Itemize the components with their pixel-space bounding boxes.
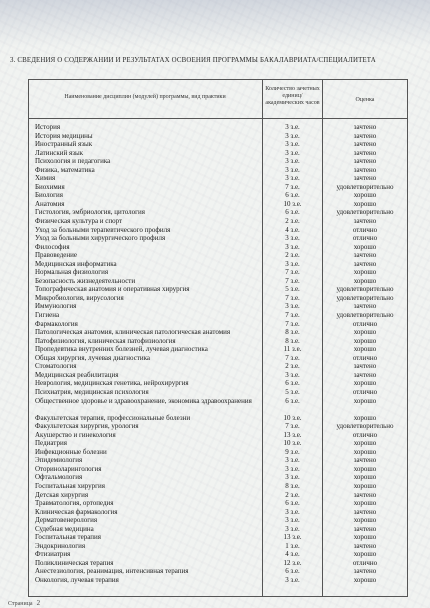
grade: зачтено: [353, 456, 377, 465]
grade: зачтено: [353, 140, 377, 149]
discipline-name: Медицинская информатика: [35, 259, 117, 268]
discipline-name: Химия: [35, 174, 56, 183]
discipline-name: Судебная медицина: [35, 524, 94, 533]
table-row: [0, 576, 430, 585]
section-title: 3. СВЕДЕНИЯ О СОДЕРЖАНИИ И РЕЗУЛЬТАТАХ ОСВОЕНИЯ ПРОГРАММЫ БАКАЛАВРИАТА/СПЕЦИАЛИТЕТА: [10, 57, 376, 64]
grade: хорошо: [353, 575, 377, 584]
discipline-name: Физическая культура и спорт: [35, 217, 123, 226]
discipline-name: Офтальмология: [35, 473, 83, 482]
credit-units: 6 з.е.: [285, 499, 300, 508]
table-row: [0, 371, 430, 380]
grade: хорошо: [353, 464, 377, 473]
grade: отлично: [352, 353, 378, 362]
credit-units: 2 з.е.: [285, 251, 300, 260]
table-row: [0, 567, 430, 576]
discipline-name: Акушерство и гинекология: [35, 430, 116, 439]
grade: хорошо: [353, 345, 377, 354]
decorative-header-band: [0, 0, 430, 48]
table-row: [0, 388, 430, 397]
discipline-name: Биохимия: [35, 182, 65, 191]
credit-units: 10 з.е.: [283, 413, 302, 422]
grade: хорошо: [353, 199, 377, 208]
credit-units: 13 з.е.: [283, 430, 302, 439]
credit-units: 4 з.е.: [285, 550, 300, 559]
discipline-name: Философия: [35, 242, 70, 251]
table-row: [0, 260, 430, 269]
grade: хорошо: [353, 336, 377, 345]
discipline-name: Фтизиатрия: [35, 550, 71, 559]
discipline-name: Патологическая анатомия, клиническая патологическая анатомия: [35, 328, 231, 337]
credit-units: 6 з.е.: [285, 208, 300, 217]
credit-units: 12 з.е.: [283, 558, 302, 567]
discipline-name: Поликлиническая терапия: [35, 558, 114, 567]
discipline-name: Общая хирургия, лучевая диагностика: [35, 353, 151, 362]
discipline-name: Иммунология: [35, 302, 77, 311]
credit-units: 3 з.е.: [285, 131, 300, 140]
grade: удовлетворительно: [336, 285, 394, 294]
table-row: [0, 516, 430, 525]
grade: зачтено: [353, 123, 377, 131]
grade: хорошо: [353, 533, 377, 542]
discipline-name: Инфекционные болезни: [35, 447, 107, 456]
grade: хорошо: [353, 550, 377, 559]
credit-units: 8 з.е.: [285, 481, 300, 490]
table-row: [0, 422, 430, 431]
discipline-name: Физика, математика: [35, 165, 95, 174]
header-discipline-name: Наименование дисциплин (модулей) программы, вид практики: [64, 94, 226, 100]
credit-units: 3 з.е.: [285, 174, 300, 183]
grade: зачтено: [353, 259, 377, 268]
grade: хорошо: [353, 499, 377, 508]
discipline-name: Общественное здоровье и здравоохранение, экономика здравоохранения: [35, 396, 252, 405]
table-row: [0, 243, 430, 252]
table-row: [0, 491, 430, 500]
table-row: [0, 337, 430, 346]
discipline-name: Биология: [35, 191, 64, 200]
table-row: [0, 328, 430, 337]
table-row: [0, 208, 430, 217]
table-row: [0, 542, 430, 551]
discipline-name: Топографическая анатомия и оперативная хирургия: [35, 285, 190, 294]
grade: отлично: [352, 387, 378, 396]
grade: зачтено: [353, 165, 377, 174]
grade: удовлетворительно: [336, 208, 394, 217]
credit-units: 3 з.е.: [285, 157, 300, 166]
credit-units: 8 з.е.: [285, 328, 300, 337]
discipline-name: Детская хирургия: [35, 490, 89, 499]
credit-units: 8 з.е.: [285, 336, 300, 345]
table-row: [0, 311, 430, 320]
page-footer: [8, 599, 40, 607]
credit-units: 6 з.е.: [285, 567, 300, 576]
grade: зачтено: [353, 524, 377, 533]
table-row: [0, 294, 430, 303]
table-row: [0, 320, 430, 329]
discipline-name: Стоматология: [35, 362, 77, 371]
discipline-name: Психиатрия, медицинская психология: [35, 387, 149, 396]
table-row: [0, 379, 430, 388]
credit-units: 2 з.е.: [285, 362, 300, 371]
credit-units: 3 з.е.: [285, 148, 300, 157]
discipline-name: Уход за больными терапевтического профиля: [35, 225, 171, 234]
credit-units: 3 з.е.: [285, 473, 300, 482]
discipline-name: Оториноларингология: [35, 464, 102, 473]
table-row: [0, 431, 430, 440]
grade: зачтено: [353, 370, 377, 379]
credit-units: 6 з.е.: [285, 396, 300, 405]
table-row: [0, 132, 430, 141]
discipline-name: Патофизиология, клиническая патофизиология: [35, 336, 176, 345]
header-divider: [28, 118, 408, 119]
credit-units: 3 з.е.: [285, 516, 300, 525]
discipline-name: Латинский язык: [35, 148, 84, 157]
grade: зачтено: [353, 157, 377, 166]
table-row: [0, 268, 430, 277]
credit-units: 7 з.е.: [285, 268, 300, 277]
credit-units: 7 з.е.: [285, 319, 300, 328]
credit-units: 7 з.е.: [285, 276, 300, 285]
table-row: [0, 533, 430, 542]
table-row: [0, 157, 430, 166]
page-number: 2: [36, 599, 41, 607]
table-row: [0, 183, 430, 192]
table-row: [0, 550, 430, 559]
credit-units: 3 з.е.: [285, 507, 300, 516]
credit-units: 6 з.е.: [285, 191, 300, 200]
grade: хорошо: [353, 473, 377, 482]
discipline-name: Гигиена: [35, 311, 60, 320]
page-label: Страница: [8, 601, 33, 607]
grade: отлично: [352, 558, 378, 567]
table-row: [0, 354, 430, 363]
grade: хорошо: [353, 191, 377, 200]
table-row: [0, 302, 430, 311]
discipline-name: Клиническая фармакология: [35, 507, 118, 516]
grade: зачтено: [353, 490, 377, 499]
discipline-name: Онкология, лучевая терапия: [35, 575, 119, 584]
discipline-name: Гистология, эмбриология, цитология: [35, 208, 145, 217]
table-body: [0, 123, 430, 585]
discipline-name: Эпидемиология: [35, 456, 83, 465]
grade: хорошо: [353, 242, 377, 251]
credit-units: 1 з.е.: [285, 541, 300, 550]
table-row: [0, 414, 430, 423]
table-row: [0, 362, 430, 371]
credit-units: 3 з.е.: [285, 524, 300, 533]
discipline-name: Факультетская хирургия, урология: [35, 422, 139, 431]
table-row: [0, 174, 430, 183]
credit-units: 3 з.е.: [285, 242, 300, 251]
grade: зачтено: [353, 131, 377, 140]
table-row: [0, 456, 430, 465]
credit-units: 3 з.е.: [285, 464, 300, 473]
table-row: [0, 149, 430, 158]
table-row: [0, 439, 430, 448]
discipline-name: Правоведение: [35, 251, 77, 260]
credit-units: 10 з.е.: [283, 439, 302, 448]
credit-units: 7 з.е.: [285, 293, 300, 302]
credit-units: 3 з.е.: [285, 456, 300, 465]
table-row: [0, 397, 430, 414]
table-row: [0, 123, 430, 132]
grade: хорошо: [353, 481, 377, 490]
discipline-name: История: [35, 123, 61, 131]
credit-units: 5 з.е.: [285, 387, 300, 396]
discipline-name: Психология и педагогика: [35, 157, 111, 166]
discipline-name: Анестезиология, реанимация, интенсивная терапия: [35, 567, 189, 576]
grade: зачтено: [353, 148, 377, 157]
credit-units: 10 з.е.: [283, 199, 302, 208]
table-row: [0, 200, 430, 209]
credit-units: 3 з.е.: [285, 165, 300, 174]
table-row: [0, 448, 430, 457]
grade: отлично: [352, 319, 378, 328]
credit-units: 3 з.е.: [285, 123, 300, 131]
grade: хорошо: [353, 413, 377, 422]
discipline-name: Дерматовенерология: [35, 516, 98, 525]
credit-units: 7 з.е.: [285, 182, 300, 191]
credit-units: 11 з.е.: [283, 345, 302, 354]
grade: хорошо: [353, 516, 377, 525]
table-row: [0, 277, 430, 286]
table-row: [0, 217, 430, 226]
header-grade: Оценка: [355, 97, 375, 103]
grade: хорошо: [353, 276, 377, 285]
grade: удовлетворительно: [336, 293, 394, 302]
grade: удовлетворительно: [336, 311, 394, 320]
discipline-name: Госпитальная терапия: [35, 533, 101, 542]
credit-units: 9 з.е.: [285, 447, 300, 456]
grade: зачтено: [353, 567, 377, 576]
discipline-name: Безопасность жизнедеятельности: [35, 276, 136, 285]
credit-units: 4 з.е.: [285, 225, 300, 234]
grade: удовлетворительно: [336, 182, 394, 191]
grade: отлично: [352, 234, 378, 243]
discipline-name: Травматология, ортопедия: [35, 499, 114, 508]
grade: зачтено: [353, 507, 377, 516]
grade: хорошо: [353, 439, 377, 448]
grade: хорошо: [353, 328, 377, 337]
credit-units: 2 з.е.: [285, 490, 300, 499]
credit-units: 3 з.е.: [285, 140, 300, 149]
discipline-name: Уход за больными хирургического профиля: [35, 234, 166, 243]
credit-units: 5 з.е.: [285, 285, 300, 294]
grade: отлично: [352, 430, 378, 439]
grade: зачтено: [353, 174, 377, 183]
grade: зачтено: [353, 541, 377, 550]
grade: зачтено: [353, 362, 377, 371]
discipline-name: Госпитальная хирургия: [35, 481, 106, 490]
table-row: [0, 140, 430, 149]
table-row: [0, 525, 430, 534]
grade: зачтено: [353, 302, 377, 311]
discipline-name: Фармакология: [35, 319, 78, 328]
grade: хорошо: [353, 396, 377, 405]
discipline-name: Нормальная физиология: [35, 268, 109, 277]
discipline-name: Пропедевтика внутренних болезней, лучевая диагностика: [35, 345, 208, 354]
grade: зачтено: [353, 251, 377, 260]
table-row: [0, 465, 430, 474]
credit-units: 3 з.е.: [285, 370, 300, 379]
discipline-name: Медицинская реабилитация: [35, 370, 119, 379]
table-row: [0, 166, 430, 175]
table-row: [0, 499, 430, 508]
grade: хорошо: [353, 379, 377, 388]
discipline-name: Иностранный язык: [35, 140, 93, 149]
credit-units: 7 з.е.: [285, 353, 300, 362]
table-row: [0, 234, 430, 243]
credit-units: 7 з.е.: [285, 422, 300, 431]
grade: удовлетворительно: [336, 422, 394, 431]
table-row: [0, 559, 430, 568]
credit-units: 2 з.е.: [285, 217, 300, 226]
table-row: [0, 191, 430, 200]
discipline-name: Эндокринология: [35, 541, 86, 550]
table-row: [0, 251, 430, 260]
table-row: [0, 482, 430, 491]
table-row: [0, 226, 430, 235]
credit-units: 7 з.е.: [285, 311, 300, 320]
credit-units: 3 з.е.: [285, 302, 300, 311]
credit-units: 3 з.е.: [285, 259, 300, 268]
credit-units: 3 з.е.: [285, 575, 300, 584]
discipline-name: Педиатрия: [35, 439, 67, 448]
credit-units: 3 з.е.: [285, 234, 300, 243]
discipline-name: Микробиология, вирусология: [35, 293, 124, 302]
credit-units: 13 з.е.: [283, 533, 302, 542]
discipline-name: Анатомия: [35, 199, 65, 208]
credit-units: 6 з.е.: [285, 379, 300, 388]
table-row: [0, 285, 430, 294]
grade: зачтено: [353, 217, 377, 226]
table-row: [0, 473, 430, 482]
discipline-name: Факультетская терапия, профессиональные болезни: [35, 413, 191, 422]
table-row: [0, 345, 430, 354]
grade: отлично: [352, 225, 378, 234]
grade: хорошо: [353, 268, 377, 277]
table-row: [0, 508, 430, 517]
discipline-name: Неврология, медицинская генетика, нейрохирургия: [35, 379, 189, 388]
discipline-name: История медицины: [35, 131, 93, 140]
header-credit-units: Количество зачетных единиц/ академических часов: [265, 86, 320, 106]
grade: хорошо: [353, 447, 377, 456]
